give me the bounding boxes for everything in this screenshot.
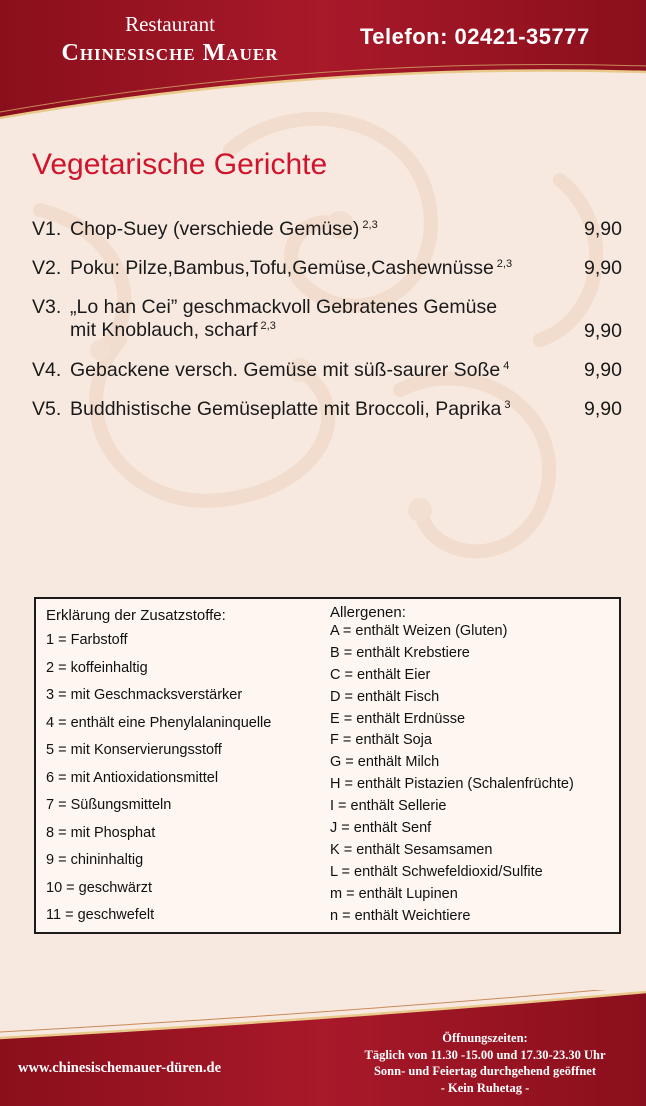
allergen-entry: I = enthält Sellerie (330, 798, 447, 815)
section-title: Vegetarische Gerichte (32, 148, 328, 181)
menu-item (32, 398, 622, 421)
allergen-entry: H = enthält Pistazien (Schalenfrüchte) (330, 776, 574, 793)
additive-entry: 10 = geschwärzt (46, 879, 152, 896)
item-additives: 4 (503, 359, 510, 372)
allergens-title: Allergenen: (330, 604, 406, 621)
additive-entry: 9 = chininhaltig (46, 852, 144, 868)
item-additives: 2,3 (496, 257, 513, 270)
additives-title: Erklärung der Zusatzstoffe: (46, 607, 226, 624)
additive-entry: 5 = mit Konservierungsstoff (46, 742, 222, 758)
allergens-column (330, 604, 620, 927)
header-banner (0, 0, 646, 120)
item-code: V4. (32, 359, 62, 381)
additive-entry: 6 = mit Antioxidationsmittel (46, 769, 219, 786)
item-additives: 2,3 (260, 319, 276, 332)
item-price: 9,90 (584, 218, 622, 240)
menu-item (32, 257, 622, 280)
additives-list (46, 627, 326, 930)
additive-entry: 8 = mit Phosphat (46, 824, 156, 841)
item-code: V2. (32, 257, 62, 279)
allergen-entry: D = enthält Fisch (330, 688, 440, 705)
website-link[interactable]: www.chinesischemauer-düren.de (18, 1060, 221, 1076)
item-price: 9,90 (584, 257, 622, 279)
item-additives: 3 (504, 398, 511, 411)
item-name: Buddhistische Gemüseplatte mit Broccoli, Paprika (70, 398, 502, 420)
hours-title: Öffnungszeiten: (442, 1031, 528, 1045)
additive-entry: 3 = mit Geschmacksverstärker (46, 687, 243, 703)
allergen-entry: m = enthält Lupinen (330, 885, 458, 902)
additive-entry: 1 = Farbstoff (46, 632, 128, 648)
menu-item (32, 359, 622, 382)
item-price: 9,90 (584, 320, 622, 342)
item-price: 9,90 (584, 398, 622, 420)
additive-entry: 11 = geschwefelt (46, 907, 155, 923)
allergen-entry: A = enthält Weizen (Gluten) (330, 623, 508, 639)
allergen-entry: K = enthält Sesamsamen (330, 841, 493, 858)
additives-column (46, 607, 326, 930)
item-code: V3. (32, 296, 62, 318)
hours-line: Sonn- und Feiertag durchgehend geöffnet (373, 1064, 596, 1078)
additive-entry: 7 = Süßungsmitteln (46, 797, 172, 813)
allergen-entry: L = enthält Schwefeldioxid/Sulfite (330, 863, 543, 880)
item-name-line1: „Lo han Cei” geschmackvoll Gebratenes Gemüse (70, 296, 498, 318)
hours-line: Täglich von 11.30 -15.00 und 17.30-23.30 Uhr (364, 1047, 606, 1062)
item-name: Gebackene versch. Gemüse mit süß-saurer Soße (70, 359, 501, 381)
item-name: Chop-Suey (verschiede Gemüse) (70, 218, 360, 240)
footer-banner (0, 990, 646, 1106)
opening-hours (335, 1030, 635, 1096)
restaurant-name: Chinesische Mauer (61, 40, 279, 66)
allergen-entry: F = enthält Soja (330, 732, 432, 749)
menu-item (32, 296, 622, 342)
phone-number: Telefon: 02421-35777 (360, 24, 590, 49)
hours-line: - Kein Ruhetag - (440, 1080, 530, 1095)
allergen-entry: G = enthält Milch (330, 754, 440, 771)
item-price: 9,90 (584, 359, 622, 381)
menu-item (32, 218, 622, 241)
additive-entry: 4 = enthält eine Phenylalaninquelle (46, 714, 272, 731)
allergen-entry: J = enthält Senf (330, 820, 432, 837)
legend-box (34, 597, 621, 934)
restaurant-label: Restaurant (125, 12, 215, 36)
allergen-entry: n = enthält Weichtiere (330, 907, 471, 924)
item-additives: 2,3 (362, 218, 378, 231)
item-code: V1. (32, 218, 62, 240)
additive-entry: 2 = koffeinhaltig (46, 659, 148, 676)
allergen-entry: E = enthält Erdnüsse (330, 710, 466, 727)
allergens-list (330, 621, 620, 927)
item-code: V5. (32, 398, 62, 420)
item-name-line2: mit Knoblauch, scharf (70, 319, 258, 341)
item-name: Poku: Pilze,Bambus,Tofu,Gemüse,Cashewnüsse (70, 257, 494, 279)
allergen-entry: C = enthält Eier (330, 666, 431, 683)
allergen-entry: B = enthält Krebstiere (330, 644, 470, 661)
